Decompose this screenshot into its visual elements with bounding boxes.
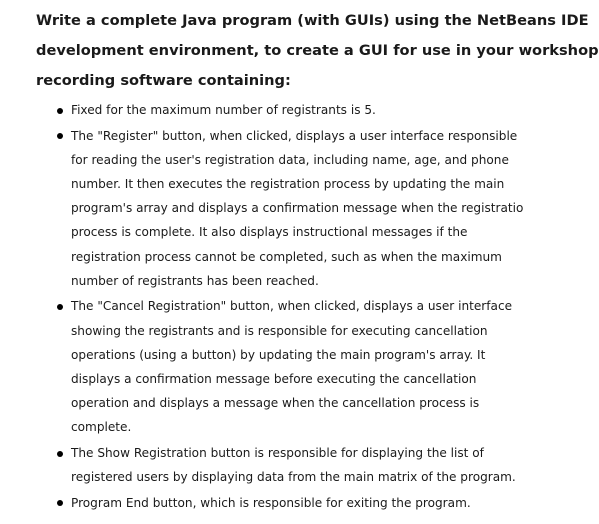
heading-line: development environment, to create a GUI for use in your workshop [36,42,599,59]
assignment-heading [36,6,599,96]
bullet-line: registered users by displaying data from the main matrix of the program. [71,470,516,485]
bullet-dot-icon [57,108,63,114]
bullet-line: program's array and displays a confirmation message when the registratio [71,201,524,216]
requirement-register-button [0,124,524,293]
requirement-program-end-button [0,491,474,515]
bullet-line: complete. [71,420,132,435]
bullet-line: number of registrants has been reached. [71,273,319,288]
bullet-line: number. It then executes the registration process by updating the main [71,177,505,191]
bullet-dot-icon [57,451,63,457]
bullet-line: The "Register" button, when clicked, displays a user interface responsible [71,128,518,143]
bullet-line: for reading the user's registration data, including name, age, and phone [71,152,509,167]
bullet-line: Program End button, which is responsible for exiting the program. [71,495,471,510]
requirement-max-registrants [0,98,474,122]
heading-line: Write a complete Java program (with GUIs) using the NetBeans IDE [36,12,589,29]
bullet-line: Fixed for the maximum number of registrants is 5. [71,103,376,117]
heading-line: recording software containing: [36,72,291,89]
requirement-cancel-registration-button [0,294,513,439]
bullet-line: The Show Registration button is responsible for displaying the list of [71,446,484,461]
bullet-line: operations (using a button) by updating the main program's array. It [71,347,486,362]
bullet-line: showing the registrants and is responsible for executing cancellation [71,323,488,338]
bullet-line: process is complete. It also displays instructional messages if the [71,225,468,240]
bullet-dot-icon [57,133,63,139]
bullet-line: operation and displays a message when the cancellation process is [71,396,480,411]
bullet-line: displays a confirmation message before executing the cancellation [71,372,477,387]
bullet-dot-icon [57,500,63,506]
requirements-list [0,98,524,516]
bullet-line: The "Cancel Registration" button, when clicked, displays a user interface [71,299,513,314]
requirement-show-registration-button [0,441,516,489]
bullet-line: registration process cannot be completed, such as when the maximum [71,249,502,264]
bullet-dot-icon [57,304,63,310]
